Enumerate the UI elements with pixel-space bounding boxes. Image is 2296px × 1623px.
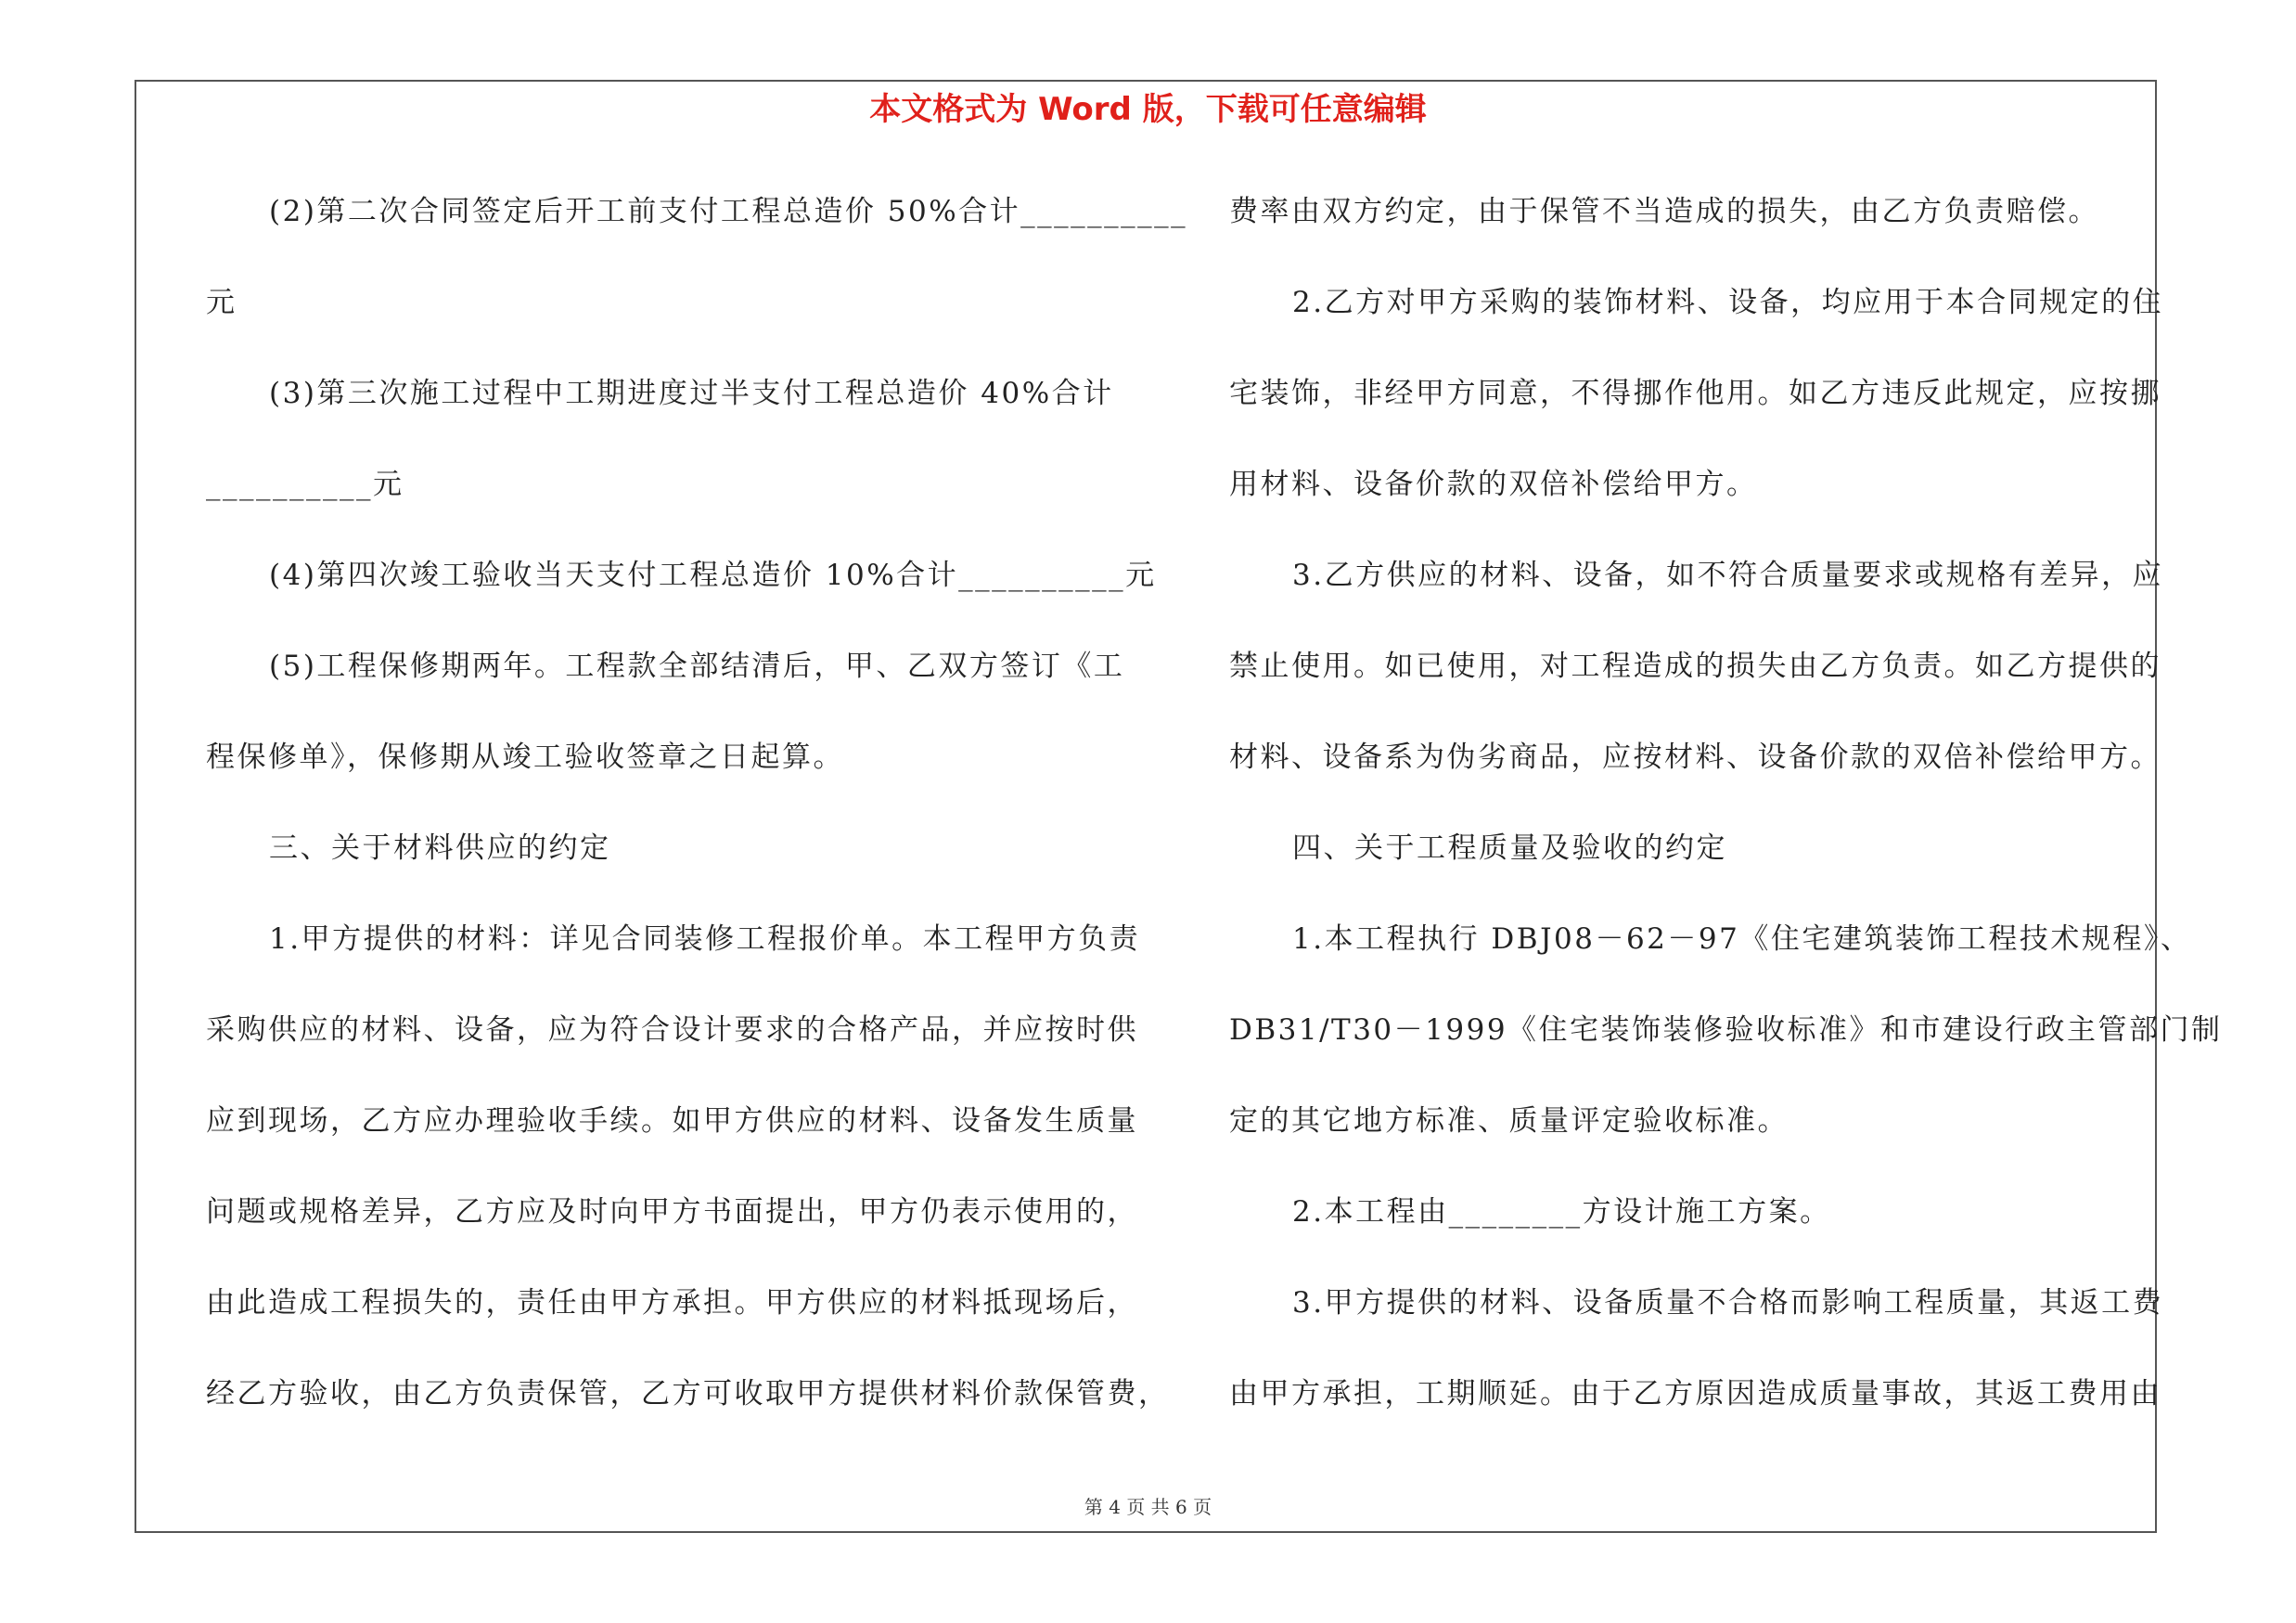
left-column (206, 186, 1188, 1459)
paragraph-line: 由此造成工程损失的，责任由甲方承担。甲方供应的材料抵现场后， (206, 1286, 1138, 1320)
paragraph-line: 用材料、设备价款的双倍补偿给甲方。 (1229, 468, 1758, 501)
paragraph-line: 应到现场，乙方应办理验收手续。如甲方供应的材料、设备发生质量 (206, 1104, 1138, 1138)
paragraph-line: 材料、设备系为伪劣商品，应按材料、设备价款的双倍补偿给甲方。 (1229, 741, 2161, 774)
paragraph-line: 3.甲方提供的材料、设备质量不合格而影响工程质量，其返工费 (1292, 1286, 2164, 1320)
paragraph-line: (2)第二次合同签定后开工前支付工程总造价 50%合计__________ (269, 195, 1188, 228)
paragraph-line: DB31/T30－1999《住宅装饰装修验收标准》和市建设行政主管部门制 (1229, 1013, 2223, 1047)
paragraph-line: 四、关于工程质量及验收的约定 (1292, 831, 1727, 865)
paragraph-line: 经乙方验收，由乙方负责保管，乙方可收取甲方提供材料价款保管费， (206, 1377, 1170, 1410)
page-footer: 第 4 页 共 6 页 (1084, 1496, 1212, 1518)
paragraph-line: 程保修单》，保修期从竣工验收签章之日起算。 (206, 741, 844, 774)
paragraph-line: 采购供应的材料、设备，应为符合设计要求的合格产品，并应按时供 (206, 1013, 1138, 1047)
paragraph-line: 禁止使用。如已使用，对工程造成的损失由乙方负责。如乙方提供的 (1229, 650, 2161, 683)
paragraph-line: 问题或规格差异，乙方应及时向甲方书面提出，甲方仍表示使用的， (206, 1195, 1138, 1229)
paragraph-line: (5)工程保修期两年。工程款全部结清后，甲、乙双方签订《工 (269, 650, 1125, 683)
paragraph-line: 元 (206, 286, 237, 319)
paragraph-line: 2.本工程由________方设计施工方案。 (1292, 1195, 1831, 1229)
paragraph-line: 由甲方承担，工期顺延。由于乙方原因造成质量事故，其返工费用由 (1229, 1377, 2161, 1410)
paragraph-line: 宅装饰，非经甲方同意，不得挪作他用。如乙方违反此规定，应按挪 (1229, 377, 2161, 410)
paragraph-line: 1.本工程执行 DBJ08－62－97《住宅建筑装饰工程技术规程》、 (1292, 922, 2192, 956)
right-column (1229, 186, 2223, 1459)
paragraph-line: 定的其它地方标准、质量评定验收标准。 (1229, 1104, 1789, 1138)
paragraph-line: 3.乙方供应的材料、设备，如不符合质量要求或规格有差异，应 (1292, 559, 2164, 592)
paragraph-line: 三、关于材料供应的约定 (269, 831, 611, 865)
paragraph-line: 1.甲方提供的材料：详见合同装修工程报价单。本工程甲方负责 (269, 922, 1141, 956)
paragraph-line: 2.乙方对甲方采购的装饰材料、设备，均应用于本合同规定的住 (1292, 286, 2164, 319)
paragraph-line: (4)第四次竣工验收当天支付工程总造价 10%合计__________元 (269, 559, 1157, 592)
paragraph-line: (3)第三次施工过程中工期进度过半支付工程总造价 40%合计 (269, 377, 1114, 410)
paragraph-line: 费率由双方约定，由于保管不当造成的损失，由乙方负责赔偿。 (1229, 195, 2099, 228)
paragraph-line: __________元 (206, 468, 404, 501)
format-banner: 本文格式为 Word 版，下载可任意编辑 (869, 91, 1427, 128)
